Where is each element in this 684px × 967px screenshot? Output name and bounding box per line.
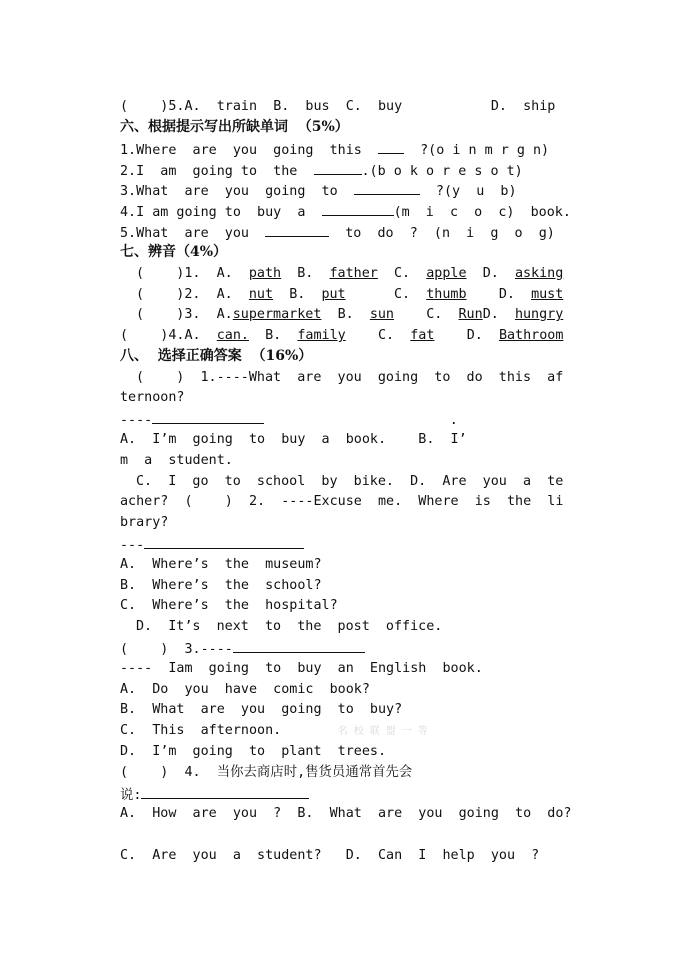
s7-item-1 bbox=[136, 266, 563, 282]
section8-heading: 八、 选择正确答案 （16%） bbox=[120, 348, 313, 364]
q-number: 4. bbox=[168, 328, 185, 343]
option-word: family bbox=[297, 328, 346, 343]
option-text: C. This afternoon. bbox=[120, 723, 282, 738]
s7-item-2 bbox=[136, 287, 563, 303]
s6-q4 bbox=[120, 203, 571, 221]
q-hint: (m i c o c) book. bbox=[393, 205, 571, 220]
answer-blank[interactable] bbox=[354, 182, 420, 195]
section6-heading: 六、根据提示写出所缺单词 （5%） bbox=[120, 119, 349, 135]
q-text: 4.I am going to buy a bbox=[120, 205, 306, 220]
q-number: 3. bbox=[184, 307, 201, 322]
option-a: A. train bbox=[184, 99, 258, 114]
s8-q4-line2 bbox=[120, 786, 309, 804]
option-d: D. ship bbox=[490, 99, 556, 114]
option-word: fat bbox=[410, 328, 435, 343]
section7-heading: 七、辨音（4%） bbox=[120, 244, 228, 260]
s7-item-4 bbox=[120, 328, 563, 344]
dash: ---- bbox=[120, 413, 153, 428]
s8-q3-opt-c bbox=[120, 723, 428, 740]
s8-q1-opt-c: C. I go to school by bike. D. Are you a te bbox=[136, 474, 564, 489]
option-letter: D. bbox=[466, 328, 483, 343]
option-letter: A. bbox=[216, 307, 233, 322]
option-word: hungry bbox=[514, 307, 564, 322]
option-c: C. buy bbox=[345, 99, 403, 114]
answer-blank[interactable] bbox=[378, 141, 404, 154]
option-word: put bbox=[321, 287, 346, 302]
option-letter: C. bbox=[378, 328, 395, 343]
option-letter: B. bbox=[297, 266, 314, 281]
s8-q2-opt-d: D. It’s next to the post office. bbox=[136, 619, 443, 634]
option-letter: B. bbox=[265, 328, 282, 343]
q-number: 2. bbox=[184, 287, 201, 302]
s8-q1-opt-c2: acher? ( ) 2. ----Excuse me. Where is the li bbox=[120, 494, 564, 509]
answer-blank[interactable] bbox=[141, 786, 309, 799]
s8-q1-opt-a2: m a student. bbox=[120, 453, 233, 468]
answer-paren: ( ) bbox=[136, 266, 185, 281]
answer-blank[interactable] bbox=[322, 203, 394, 216]
option-word: path bbox=[248, 266, 282, 281]
q-text: 说: bbox=[120, 788, 142, 803]
option-letter: A. bbox=[216, 266, 233, 281]
s6-q5 bbox=[120, 224, 555, 242]
s6-q3 bbox=[120, 182, 517, 200]
answer-paren: ( ) bbox=[120, 99, 169, 114]
option-letter: D. bbox=[482, 307, 499, 322]
s8-q1-opt-c3: brary? bbox=[120, 515, 169, 530]
option-letter: D. bbox=[482, 266, 499, 281]
s6-q1 bbox=[120, 141, 549, 159]
s8-q1-line2: ternoon? bbox=[120, 390, 185, 405]
q-hint: ?(o i n m r g n) bbox=[420, 143, 550, 158]
answer-paren: ( ) bbox=[120, 328, 169, 343]
option-word: sun bbox=[369, 307, 394, 322]
s8-q4-opt-ab: A. How are you ? B. What are you going to do? bbox=[120, 806, 572, 821]
s8-q2-opt-a: A. Where’s the museum? bbox=[120, 557, 322, 572]
option-word: nut bbox=[248, 287, 274, 302]
s8-q1-answer-line bbox=[120, 411, 458, 429]
option-word: supermarket bbox=[232, 307, 322, 322]
q-hint: .(b o k o r e s o t) bbox=[361, 164, 523, 179]
option-letter: A. bbox=[184, 328, 201, 343]
q-hint: ?(y u b) bbox=[435, 184, 517, 199]
s8-q1-opt-a: A. I’m going to buy a book. B. I’ bbox=[120, 432, 467, 447]
option-letter: C. bbox=[426, 307, 443, 322]
watermark-text: 名 校 联 盟 一 等 bbox=[337, 726, 428, 737]
s8-q2-opt-b: B. Where’s the school? bbox=[120, 578, 322, 593]
s7-item-3 bbox=[136, 307, 563, 323]
q-text: 1.Where are you going this bbox=[120, 143, 362, 158]
option-letter: D. bbox=[498, 287, 515, 302]
s5-q5-line bbox=[120, 99, 555, 115]
option-letter: B. bbox=[289, 287, 306, 302]
answer-blank[interactable] bbox=[314, 162, 362, 175]
s8-q2-answer-line bbox=[120, 536, 304, 554]
s8-q3-opt-d: D. I’m going to plant trees. bbox=[120, 744, 387, 759]
option-letter: C. bbox=[394, 287, 411, 302]
option-letter: A. bbox=[216, 287, 233, 302]
option-b: B. bus bbox=[273, 99, 330, 114]
s8-q1-line1: ( ) 1.----What are you going to do this af bbox=[136, 370, 564, 385]
s8-q4-line1: ( ) 4. 当你去商店时,售货员通常首先会 bbox=[120, 765, 413, 780]
s8-q3-opt-b: B. What are you going to buy? bbox=[120, 702, 403, 717]
q-text: 2.I am going to the bbox=[120, 164, 298, 179]
s6-q2 bbox=[120, 162, 523, 180]
answer-paren: ( ) bbox=[136, 307, 185, 322]
answer-blank[interactable] bbox=[152, 411, 264, 424]
q-hint: to do ? (n i g o g) bbox=[345, 226, 555, 241]
option-word: Bathroom bbox=[498, 328, 564, 343]
dot: . bbox=[449, 413, 458, 428]
option-word: Run bbox=[458, 307, 483, 322]
s8-q4-opt-cd: C. Are you a student? D. Can I help you ? bbox=[120, 848, 540, 863]
s8-q3-opt-a: A. Do you have comic book? bbox=[120, 682, 370, 697]
s8-q2-opt-c: C. Where’s the hospital? bbox=[120, 598, 338, 613]
option-word: thumb bbox=[426, 287, 467, 302]
option-word: asking bbox=[514, 266, 564, 281]
option-letter: B. bbox=[337, 307, 354, 322]
q-text: ( ) 3.---- bbox=[120, 642, 233, 657]
q-number: 5. bbox=[168, 99, 185, 114]
q-number: 1. bbox=[184, 266, 201, 281]
answer-blank[interactable] bbox=[265, 224, 329, 237]
s8-q3-line2: ---- Iam going to buy an English book. bbox=[120, 661, 483, 676]
dash: --- bbox=[120, 538, 145, 553]
answer-paren: ( ) bbox=[136, 287, 185, 302]
option-word: father bbox=[329, 266, 378, 281]
q-text: 5.What are you bbox=[120, 226, 249, 241]
option-word: apple bbox=[426, 266, 467, 281]
answer-blank[interactable] bbox=[144, 536, 304, 549]
option-word: can. bbox=[216, 328, 249, 343]
s8-q3-line1 bbox=[120, 640, 365, 658]
option-word: must bbox=[531, 287, 564, 302]
option-letter: C. bbox=[394, 266, 411, 281]
answer-blank[interactable] bbox=[233, 640, 365, 653]
q-text: 3.What are you going to bbox=[120, 184, 338, 199]
